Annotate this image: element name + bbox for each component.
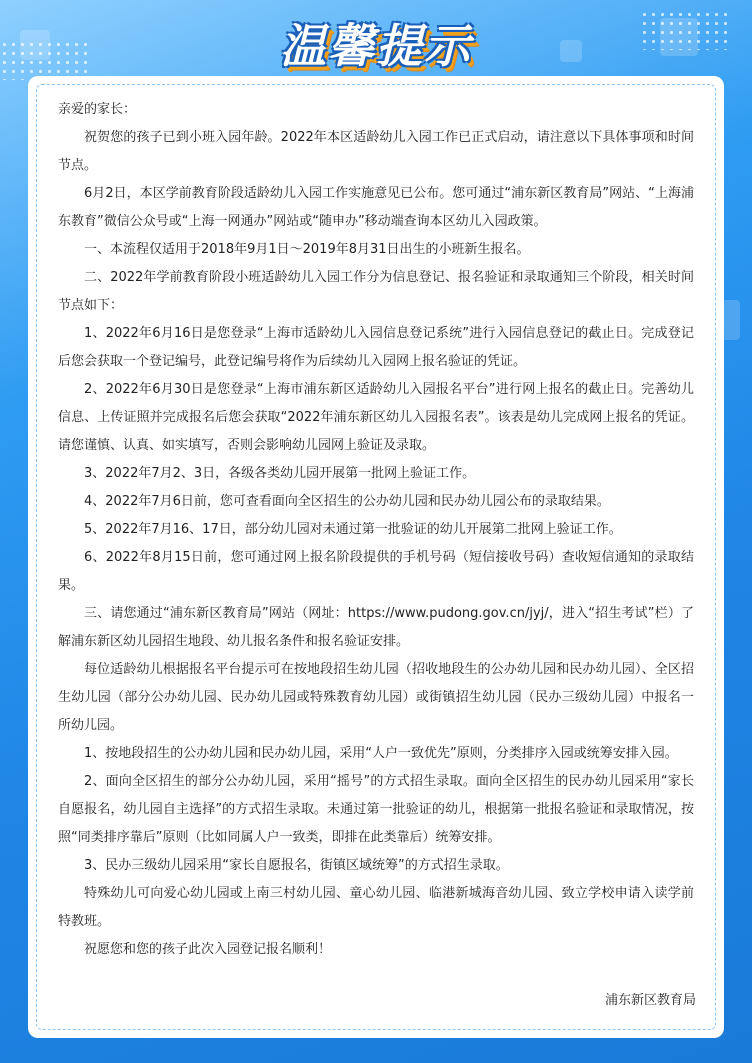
paragraph: 6、2022年8月15日前，您可通过网上报名阶段提供的手机号码（短信接收号码）查收短信通知的录取结果。 xyxy=(58,550,694,593)
salutation: 亲爱的家长： xyxy=(58,102,137,117)
paragraph: 一、本流程仅适用于2018年9月1日～2019年8月31日出生的小班新生报名。 xyxy=(84,242,530,257)
paragraph: 3、民办三级幼儿园采用“家长自愿报名，街镇区域统筹”的方式招生录取。 xyxy=(84,858,509,873)
page-title: 温馨提示 xyxy=(280,19,472,73)
paragraph: 每位适龄幼儿根据报名平台提示可在按地段招生幼儿园（招收地段生的公办幼儿园和民办幼儿园）、全区招生幼儿园（部分公办幼儿园、民办幼儿园或特殊教育幼儿园）或街镇招生幼儿园（民办三级幼儿园）中报名一所幼儿园。 xyxy=(58,662,694,733)
paragraph: 5、2022年7月16、17日，部分幼儿园对未通过第一批验证的幼儿开展第二批网上验证工作。 xyxy=(84,522,622,537)
paragraph: 三、请您通过“浦东新区教育局”网站（网址：https://www.pudong.gov.cn/jyj/，进入“招生考试”栏）了解浦东新区幼儿园招生地段、幼儿报名条件和报名验证安排。 xyxy=(58,606,694,649)
notice-card xyxy=(28,76,724,1038)
paragraph: 特殊幼儿可向爱心幼儿园或上南三村幼儿园、童心幼儿园、临港新城海音幼儿园、致立学校申请入读学前特教班。 xyxy=(58,886,694,929)
closing-wish: 祝愿您和您的孩子此次入园登记报名顺利！ xyxy=(84,942,332,957)
signature: 浦东新区教育局 xyxy=(604,993,696,1008)
paragraph: 3、2022年7月2、3日，各级各类幼儿园开展第一批网上验证工作。 xyxy=(84,466,476,481)
paragraph: 4、2022年7月6日前，您可查看面向全区招生的公办幼儿园和民办幼儿园公布的录取结果。 xyxy=(84,494,610,509)
paragraph: 2、2022年6月30日是您登录“上海市浦东新区适龄幼儿入园报名平台”进行网上报名的截止日。完善幼儿信息、上传证照并完成报名后您会获取“2022年浦东新区幼儿入园报名表”。该表是幼儿完成网上报名的凭证。请您谨慎、认真、如实填写，否则会影响幼儿园网上验证及录取。 xyxy=(58,382,694,453)
paragraph: 6月2日，本区学前教育阶段适龄幼儿入园工作实施意见已公布。您可通过“浦东新区教育局”网站、“上海浦东教育”微信公众号或“上海一网通办”网站或“随申办”移动端查询本区幼儿入园政策。 xyxy=(58,186,694,229)
letter-body xyxy=(58,96,694,964)
paragraph: 1、按地段招生的公办幼儿园和民办幼儿园，采用“人户一致优先”原则，分类排序入园或统筹安排入园。 xyxy=(84,746,678,761)
paragraph: 1、2022年6月16日是您登录“上海市适龄幼儿入园信息登记系统”进行入园信息登记的截止日。完成登记后您会获取一个登记编号，此登记编号将作为后续幼儿入园网上报名验证的凭证。 xyxy=(58,326,694,369)
paragraph: 2、面向全区招生的部分公办幼儿园，采用“摇号”的方式招生录取。面向全区招生的民办幼儿园采用“家长自愿报名，幼儿园自主选择”的方式招生录取。未通过第一批验证的幼儿，根据第一批报名验证和录取情况，按照“同类排序靠后”原则（比如同属人户一致类，即排在此类靠后）统筹安排。 xyxy=(58,774,694,845)
paragraph: 二、2022年学前教育阶段小班适龄幼儿入园工作分为信息登记、报名验证和录取通知三个阶段，相关时间节点如下： xyxy=(58,270,694,313)
paragraph: 祝贺您的孩子已到小班入园年龄。2022年本区适龄幼儿入园工作已正式启动，请注意以下具体事项和时间节点。 xyxy=(58,130,694,173)
